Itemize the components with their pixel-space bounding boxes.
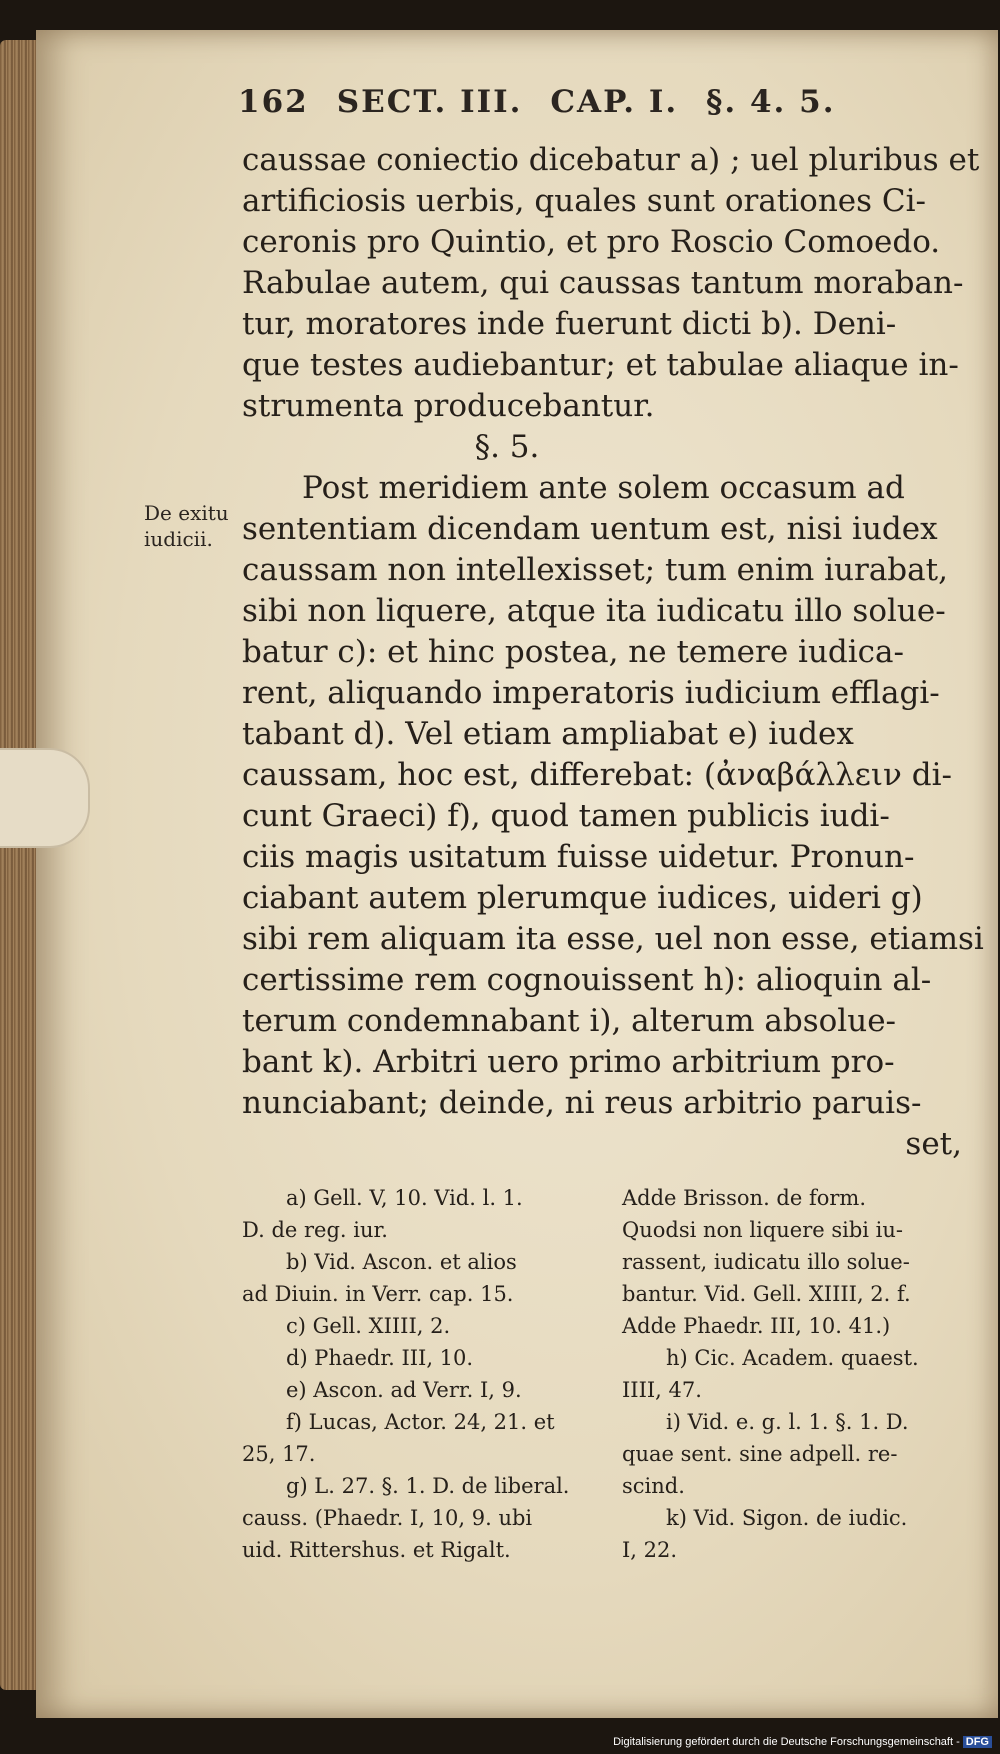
text-line: batur c): et hinc postea, ne temere iudica-	[242, 634, 904, 670]
footnote-line: h) Cic. Academ. quaest.	[666, 1346, 919, 1370]
text-line: bant k). Arbitri uero primo arbitrium pro-	[242, 1044, 895, 1080]
footnote-line: uid. Rittershus. et Rigalt.	[242, 1538, 511, 1562]
text-line: caussae coniectio dicebatur a) ; uel pluribus et	[242, 142, 980, 178]
text-line: Rabulae autem, qui caussas tantum moraban-	[242, 265, 964, 301]
footnote-line: i) Vid. e. g. l. 1. §. 1. D.	[666, 1410, 909, 1434]
credit-text: Digitalisierung gefördert durch die Deutsche Forschungsgemeinschaft -	[613, 1736, 960, 1748]
text-line: ciis magis usitatum fuisse uidetur. Pronun-	[242, 839, 915, 875]
text-line: tabant d). Vel etiam ampliabat e) iudex	[242, 716, 854, 752]
text-line: tur, moratores inde fuerunt dicti b). Deni-	[242, 306, 897, 342]
footnote-line: quae sent. sine adpell. re-	[622, 1442, 898, 1466]
footnote-line: Adde Brisson. de form.	[622, 1186, 867, 1210]
text-line: sibi non liquere, atque ita iudicatu illo solue-	[242, 593, 946, 629]
page-tab-marker	[0, 748, 90, 848]
text-line: strumenta producebantur.	[242, 388, 655, 424]
footnote-line: e) Ascon. ad Verr. I, 9.	[286, 1378, 522, 1402]
digitization-credit	[540, 1736, 1000, 1754]
footnote-line: Quodsi non liquere sibi iu-	[622, 1218, 903, 1242]
footnote-line: causs. (Phaedr. I, 10, 9. ubi	[242, 1506, 533, 1530]
text-line: terum condemnabant i), alterum absolue-	[242, 1003, 897, 1039]
main-text	[242, 140, 984, 1165]
text-line: que testes audiebantur; et tabulae aliaque in-	[242, 347, 959, 383]
dfg-logo: DFG	[963, 1736, 992, 1748]
footnote-line: 25, 17.	[242, 1442, 316, 1466]
section-heading: §. 5.	[474, 429, 540, 465]
text-line: sententiam dicendam uentum est, nisi iudex	[242, 511, 938, 547]
footnote-line: ad Diuin. in Verr. cap. 15.	[242, 1282, 514, 1306]
footnotes-left-column	[242, 1182, 592, 1566]
text-line: caussam, hoc est, differebat: (ἀναβάλλειν di-	[242, 757, 952, 793]
footnote-line: k) Vid. Sigon. de iudic.	[666, 1506, 908, 1530]
footnote-line: c) Gell. XIIII, 2.	[286, 1314, 451, 1338]
text-line: ceronis pro Quintio, et pro Roscio Comoedo.	[242, 224, 941, 260]
footnote-line: g) L. 27. §. 1. D. de liberal.	[286, 1474, 570, 1498]
text-line: certissime rem cognouissent h): alioquin al-	[242, 962, 932, 998]
margin-note-line: iudicii.	[144, 527, 213, 551]
margin-note-line: De exitu	[144, 501, 229, 525]
footnote-line: a) Gell. V, 10. Vid. l. 1.	[286, 1186, 523, 1210]
page-number: 162	[238, 84, 309, 120]
text-line: nunciabant; deinde, ni reus arbitrio paruis-	[242, 1085, 922, 1121]
footnote-line: b) Vid. Ascon. et alios	[286, 1250, 517, 1274]
footnote-line: I, 22.	[622, 1538, 678, 1562]
section-label: SECT. III.	[336, 84, 523, 120]
footnote-line: IIII, 47.	[622, 1378, 702, 1402]
footnotes-right-column	[622, 1182, 972, 1566]
footnotes	[242, 1182, 972, 1566]
text-line: ciabant autem plerumque iudices, uideri g)	[242, 880, 923, 916]
running-header	[238, 84, 858, 120]
paragraph-label: §. 4. 5.	[706, 84, 836, 120]
footnote-line: rassent, iudicatu illo solue-	[622, 1250, 910, 1274]
text-line: cunt Graeci) f), quod tamen publicis iudi-	[242, 798, 890, 834]
margin-note	[144, 500, 244, 552]
chapter-label: CAP. I.	[550, 84, 679, 120]
footnote-line: scind.	[622, 1474, 685, 1498]
footnote-line: d) Phaedr. III, 10.	[286, 1346, 474, 1370]
text-line: artificiosis uerbis, quales sunt orationes Ci-	[242, 183, 927, 219]
footnote-line: bantur. Vid. Gell. XIIII, 2. f.	[622, 1282, 911, 1306]
text-line: Post meridiem ante solem occasum ad	[302, 470, 905, 506]
catchword: set,	[905, 1126, 962, 1162]
text-line: sibi rem aliquam ita esse, uel non esse, etiamsi	[242, 921, 984, 957]
text-line: rent, aliquando imperatoris iudicium efflagi-	[242, 675, 940, 711]
footnote-line: Adde Phaedr. III, 10. 41.)	[622, 1314, 891, 1338]
text-line: caussam non intellexisset; tum enim iurabat,	[242, 552, 948, 588]
footnote-line: f) Lucas, Actor. 24, 21. et	[286, 1410, 555, 1434]
footnote-line: D. de reg. iur.	[242, 1218, 388, 1242]
